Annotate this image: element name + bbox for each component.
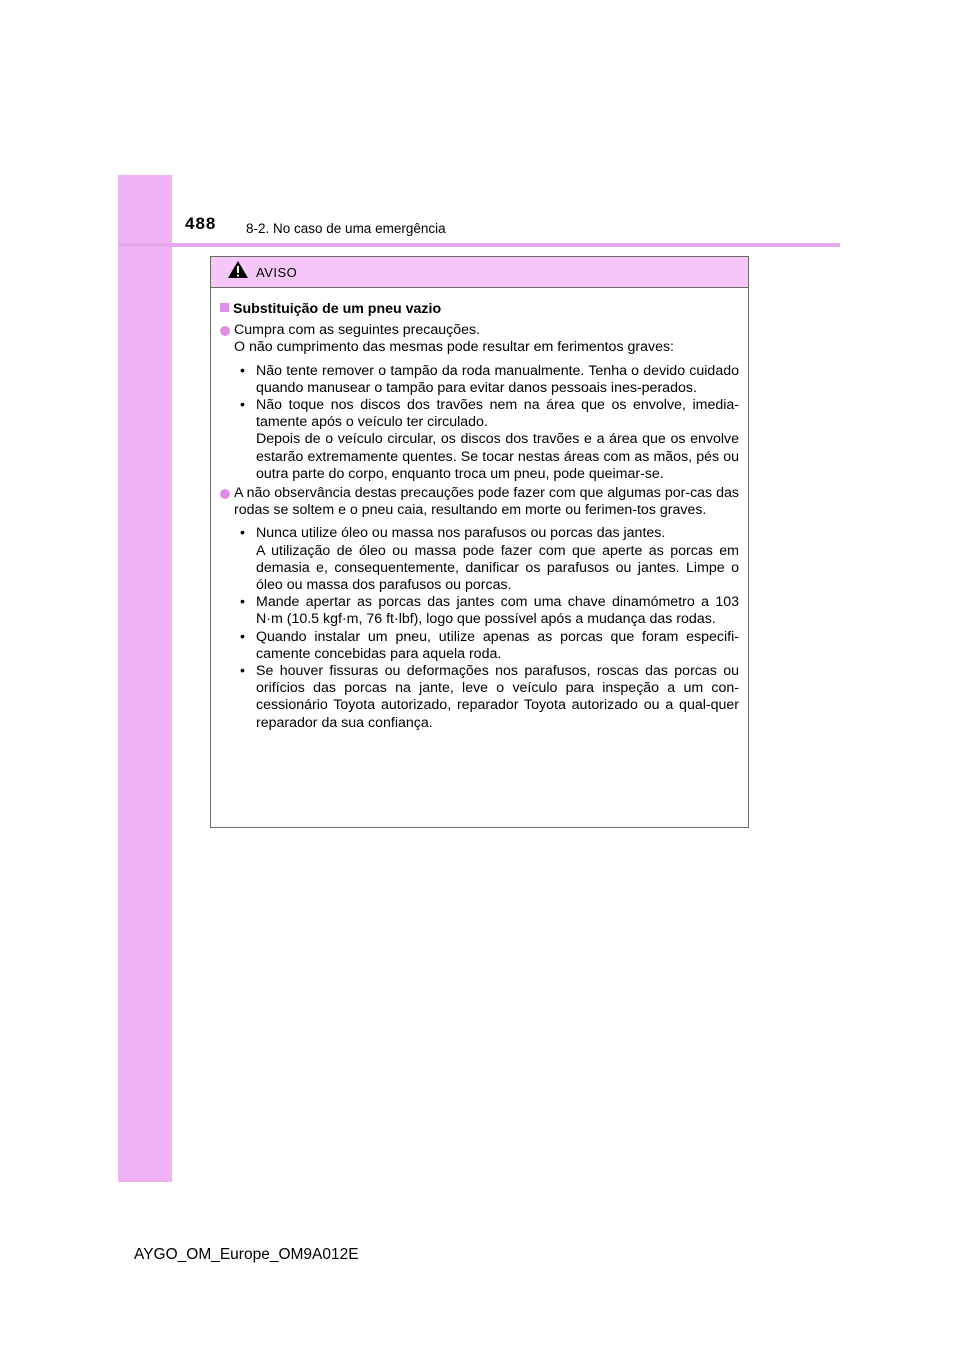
bullet-item: • Mande apertar as porcas das jantes com uma chave dinamómetro a 103 N·m (10.5 kgf·m, 76 ft·lbf), logo que possível após a mudança das rodas. [240,594,739,628]
page-number: 488 [185,214,217,233]
list-item [220,485,739,519]
dot-bullet-icon: • [240,362,245,379]
header-rule [118,243,840,247]
square-bullet-icon [220,303,229,312]
dot-bullet-icon: • [240,663,245,680]
warning-triangle-icon [227,260,249,284]
warning-label: AVISO [256,264,298,280]
bullet-continuation: Depois de o veículo circular, os discos dos travões e a área que os envolve estarão extremamente quentes. Se tocar nestas áreas com as mãos, pés ou outra parte do corpo, enquanto troca um pneu, pode queimar-se. [256,431,739,482]
dot-bullet-icon: • [240,628,245,645]
bullet-continuation: A utilização de óleo ou massa pode fazer com que aperte as porcas em demasia e, consequentemente, danificar os parafusos ou jantes. Limpe o óleo ou massa dos parafusos ou porcas. [256,542,739,594]
section-title: 8-2. No caso de uma emergência [246,221,446,236]
bullet-item: • Não toque nos discos dos travões nem na área que os envolve, imedia-tamente após o veículo ter circulado. [240,397,739,431]
bullet-item: • Nunca utilize óleo ou massa nos parafusos ou porcas das jantes. [240,525,666,542]
warning-heading [220,301,739,318]
dot-bullet-icon: • [240,594,245,611]
bullet-item: • Não tente remover o tampão da roda manualmente. Tenha o devido cuidado quando manusear o tampão para evitar danos pessoais ines-perados. [240,362,739,396]
bullet-item: • Se houver fissuras ou deformações nos parafusos, roscas das porcas ou orifícios das porcas na jante, leve o veículo para inspeção a um con-cessionário Toyota autorizado, reparador Toyota autorizado ou a qual-quer reparador da sua confiança. [240,663,739,731]
item-text: A não observância destas precauções pode fazer com que algumas por-cas das rodas se soltem e o pneu caia, resultando em morte ou ferimen-tos graves. [234,485,739,519]
warning-body [211,288,748,732]
bullet-list [240,525,739,731]
dot-bullet-icon: • [240,525,245,542]
list-item [220,322,739,356]
chapter-side-band [118,175,172,1182]
document-id: AYGO_OM_Europe_OM9A012E [134,1246,359,1263]
item-text: O não cumprimento das mesmas pode resultar em ferimentos graves: [234,339,674,356]
bullet-item: • Quando instalar um pneu, utilize apenas as porcas que foram especifi-camente concebidas para aquela roda. [240,628,739,662]
bullet-list [240,363,739,483]
warning-header [211,257,748,288]
dot-bullet-icon: • [240,397,245,414]
warning-heading-text: Substituição de um pneu vazio [233,301,442,317]
warning-box [210,256,749,828]
item-text: Cumpra com as seguintes precauções. [234,322,481,339]
circle-bullet-icon [220,489,230,499]
circle-bullet-icon [220,326,230,336]
